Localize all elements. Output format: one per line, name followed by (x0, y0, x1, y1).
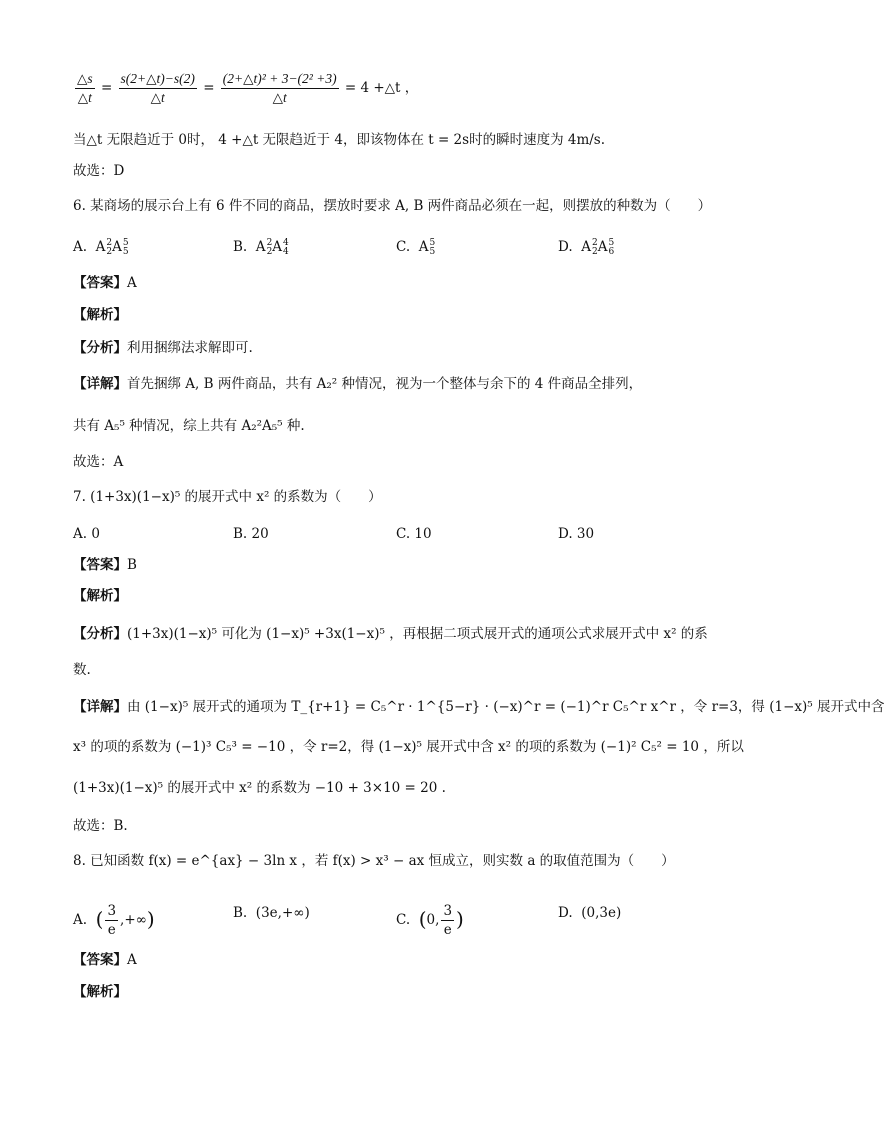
answer-value: A (127, 952, 137, 968)
q6-analysis-tag: 【解析】 (73, 307, 127, 323)
q8-option-d: D. (0,3e) (558, 905, 622, 921)
answer-tag: 【答案】 (73, 557, 127, 573)
xiangjie-tag: 【详解】 (73, 699, 127, 715)
fenxi-text: 利用捆绑法求解即可. (127, 340, 253, 356)
fraction-denominator: △t (272, 90, 287, 105)
q6-answer (73, 273, 137, 293)
fraction-denominator: △t (150, 90, 165, 105)
fenxi-tag: 【分析】 (73, 626, 127, 642)
fraction-numerator: s(2+△t)−s(2) (119, 70, 197, 89)
fraction-rhs (221, 70, 339, 107)
q6-fenxi (73, 338, 253, 358)
derivation-result: = 4 +△t ， (344, 80, 419, 96)
answer-tag: 【答案】 (73, 952, 127, 968)
fraction-numerator: (2+△t)² + 3−(2² +3) (221, 70, 339, 89)
q7-choice: 故选：B. (73, 818, 128, 834)
q7-option-a: A. 0 (73, 526, 100, 542)
fraction: $\frac{3}{e}$ (443, 903, 453, 938)
q7-fenxi-line-1 (73, 624, 708, 644)
fenxi-tag: 【分析】 (73, 340, 127, 356)
fraction-middle (119, 70, 197, 107)
answer-value: A (127, 275, 137, 291)
limit-line: 当△t 无限趋近于 0时， 4 +△t 无限趋近于 4，即该物体在 t = 2s时的瞬时速度为 4m/s. (73, 132, 606, 148)
q6-option-b: B. A 2 2 A 4 4 (233, 237, 289, 257)
q6-xiangjie-line-1 (73, 374, 642, 394)
fraction-lhs (75, 70, 95, 107)
q7-xiangjie-line-3: (1+3x)(1−x)⁵ 的展开式中 x² 的系数为 −10 + 3×10 = 20 . (73, 780, 446, 796)
xiangjie-text: 由 (1−x)⁵ 展开式的通项为 T_{r+1} = C₅^r · 1^{5−r} · (−x)^r = (−1)^r C₅^r x^r ，令 r=3，得 (1−x)⁵ 展开式中含 (127, 699, 884, 715)
q6-option-d: D. A 2 2 A 5 6 (558, 237, 615, 257)
q7-xiangjie-line-2: x³ 的项的系数为 (−1)³ C₅³ = −10 ，令 r=2，得 (1−x)⁵ 展开式中含 x² 的项的系数为 (−1)² C₅² = 10 ，所以 (73, 739, 744, 755)
q7-fenxi-line-2: 数. (73, 662, 91, 678)
q8-answer (73, 950, 137, 970)
fraction-denominator: △t (77, 90, 92, 105)
xiangjie-text: 首先捆绑 A, B 两件商品，共有 A₂² 种情况，视为一个整体与余下的 4 件商品全排列， (127, 376, 643, 392)
q8-option-a: A. ( $\frac{3}{e}$ ,+∞) (73, 903, 155, 938)
q6-option-c: C. A 5 5 (396, 237, 436, 257)
q8-analysis-tag: 【解析】 (73, 984, 127, 1000)
fraction-numerator: △s (75, 70, 95, 89)
answer-value: B (127, 557, 137, 573)
q7-analysis-tag: 【解析】 (73, 588, 127, 604)
q6-option-a: A. A 2 2 A 5 5 (73, 237, 129, 257)
q6-stem: 6. 某商场的展示台上有 6 件不同的商品，摆放时要求 A, B 两件商品必须在一起，则摆放的种数为（ ） (73, 198, 712, 214)
q8-option-b: B. (3e,+∞) (233, 905, 310, 921)
fenxi-text: (1+3x)(1−x)⁵ 可化为 (1−x)⁵ +3x(1−x)⁵ ，再根据二项式展开式的通项公式求展开式中 x² 的系 (127, 626, 708, 642)
q7-answer (73, 555, 137, 575)
fraction: $\frac{3}{e}$ (107, 903, 117, 938)
q7-option-c: C. 10 (396, 526, 432, 542)
q8-option-c: C. (0, $\frac{3}{e}$ ) (396, 903, 464, 938)
q7-stem: 7. (1+3x)(1−x)⁵ 的展开式中 x² 的系数为（ ） (73, 489, 382, 505)
q5-choice: 故选：D (73, 163, 125, 179)
xiangjie-tag: 【详解】 (73, 376, 127, 392)
q6-choice: 故选：A (73, 454, 124, 470)
answer-tag: 【答案】 (73, 275, 127, 291)
q7-option-b: B. 20 (233, 526, 269, 542)
derivation-formula: $\frac{\triangle s}{\triangle t}$ = $\frac{s(2+\triangle t)-s(2)}{\triangle t}$ = $\frac{\text{(2+△t)² + 3−(2² +3)}}{\triangle t}$ = 4 +△t ， (77, 71, 419, 105)
q8-stem: 8. 已知函数 f(x) = e^{ax} − 3ln x ，若 f(x) > x³ − ax 恒成立，则实数 a 的取值范围为（ ） (73, 853, 675, 869)
q7-option-d: D. 30 (558, 526, 595, 542)
q6-xiangjie-line-2: 共有 A₅⁵ 种情况，综上共有 A₂²A₅⁵ 种. (73, 418, 305, 434)
q7-xiangjie-line-1 (73, 697, 884, 717)
